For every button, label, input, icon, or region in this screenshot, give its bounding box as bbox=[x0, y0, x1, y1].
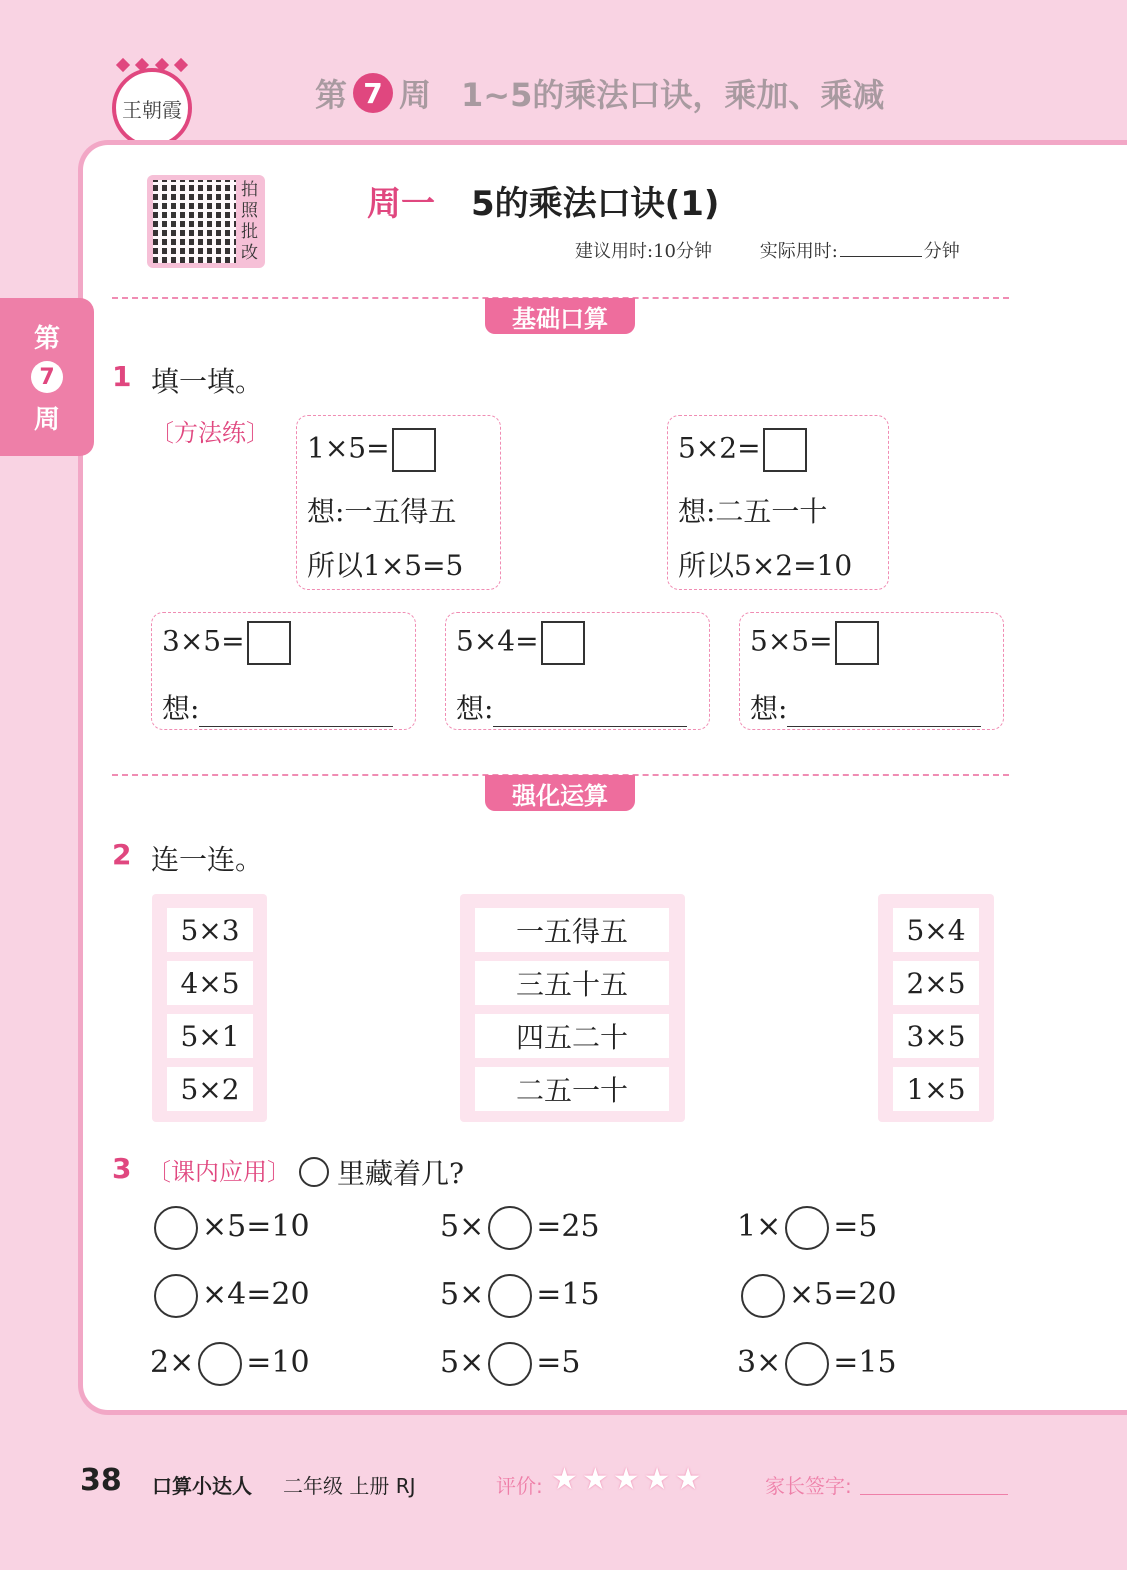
equation: 5× =25 bbox=[440, 1206, 600, 1250]
blank-circle[interactable] bbox=[785, 1206, 829, 1250]
day-title bbox=[367, 176, 719, 225]
task-expression: 5×5= bbox=[750, 624, 833, 658]
week-prefix: 第 bbox=[315, 76, 348, 114]
think-blank[interactable] bbox=[787, 704, 981, 727]
week-number-badge: 7 bbox=[353, 73, 393, 113]
blank-circle[interactable] bbox=[741, 1274, 785, 1318]
blank-circle[interactable] bbox=[154, 1206, 198, 1250]
match-item[interactable]: 5×2 bbox=[167, 1067, 253, 1111]
task-box bbox=[445, 612, 710, 730]
parent-sign-label: 家长签字: bbox=[765, 1474, 852, 1498]
match-item[interactable]: 5×4 bbox=[893, 908, 979, 952]
match-item[interactable]: 5×3 bbox=[167, 908, 253, 952]
grade-info: 二年级 上册 RJ bbox=[283, 1474, 416, 1498]
example-result: 所以1×5=5 bbox=[307, 549, 464, 582]
qr-label: 拍照批改 bbox=[241, 180, 258, 263]
match-item[interactable]: 四五二十 bbox=[475, 1014, 669, 1058]
example-expression: 5×2= bbox=[678, 431, 761, 465]
application-tag: 〔课内应用〕 bbox=[147, 1158, 291, 1186]
match-column-left bbox=[152, 894, 267, 1122]
qr-code-icon[interactable] bbox=[153, 180, 236, 263]
circle-icon bbox=[299, 1157, 329, 1187]
match-item[interactable]: 一五得五 bbox=[475, 908, 669, 952]
example-box bbox=[667, 415, 889, 590]
equation: 3× =15 bbox=[737, 1342, 897, 1386]
rating-stars-icon[interactable]: ★★★★★ bbox=[551, 1462, 706, 1497]
week-title bbox=[315, 70, 884, 116]
match-item[interactable]: 3×5 bbox=[893, 1014, 979, 1058]
side-tab-bottom: 周 bbox=[33, 405, 60, 435]
match-item[interactable]: 1×5 bbox=[893, 1067, 979, 1111]
answer-box[interactable] bbox=[835, 621, 879, 665]
example-think: 想:一五得五 bbox=[307, 495, 457, 528]
example-box bbox=[296, 415, 501, 590]
task-box bbox=[739, 612, 1004, 730]
example-think: 想:二五一十 bbox=[678, 495, 828, 528]
task-think-label: 想: bbox=[162, 692, 200, 725]
question-number: 3 bbox=[112, 1152, 132, 1185]
time-hint bbox=[575, 237, 960, 263]
question-number: 1 bbox=[112, 360, 132, 393]
equation: ×4=20 bbox=[150, 1274, 310, 1318]
blank-circle[interactable] bbox=[488, 1274, 532, 1318]
match-item[interactable]: 三五十五 bbox=[475, 961, 669, 1005]
side-tab-top: 第 bbox=[33, 324, 60, 354]
book-title: 口算小达人 bbox=[152, 1474, 252, 1498]
match-item[interactable]: 5×1 bbox=[167, 1014, 253, 1058]
blank-circle[interactable] bbox=[488, 1206, 532, 1250]
match-item[interactable]: 4×5 bbox=[167, 961, 253, 1005]
question-text-row bbox=[295, 1152, 464, 1192]
lesson-title: 5的乘法口诀(1) bbox=[471, 184, 720, 224]
actual-time-label: 实际用时: bbox=[759, 241, 838, 262]
blank-circle[interactable] bbox=[488, 1342, 532, 1386]
rating-label: 评价: bbox=[496, 1474, 543, 1498]
think-blank[interactable] bbox=[493, 704, 687, 727]
question-text: 里藏着几? bbox=[337, 1157, 465, 1190]
parent-sign-blank[interactable] bbox=[860, 1494, 1008, 1495]
method-tag: 〔方法练〕 bbox=[150, 419, 270, 447]
actual-time-unit: 分钟 bbox=[923, 241, 960, 262]
day-label: 周一 bbox=[367, 184, 435, 224]
brand-logo bbox=[112, 68, 192, 148]
suggested-time: 建议用时:10分钟 bbox=[575, 241, 712, 262]
task-expression: 3×5= bbox=[162, 624, 245, 658]
task-expression: 5×4= bbox=[456, 624, 539, 658]
equation: 5× =15 bbox=[440, 1274, 600, 1318]
question-number: 2 bbox=[112, 838, 132, 871]
blank-circle[interactable] bbox=[785, 1342, 829, 1386]
match-item[interactable]: 2×5 bbox=[893, 961, 979, 1005]
match-item[interactable]: 二五一十 bbox=[475, 1067, 669, 1111]
answer-box[interactable] bbox=[247, 621, 291, 665]
think-blank[interactable] bbox=[199, 704, 393, 727]
side-week-tab bbox=[0, 298, 94, 456]
side-tab-number: 7 bbox=[31, 361, 63, 393]
answer-box[interactable] bbox=[541, 621, 585, 665]
answer-box[interactable] bbox=[763, 428, 807, 472]
match-column-right bbox=[878, 894, 994, 1122]
equation: ×5=20 bbox=[737, 1274, 897, 1318]
blank-circle[interactable] bbox=[154, 1274, 198, 1318]
question-text: 连一连。 bbox=[151, 843, 264, 876]
equation: 5× =5 bbox=[440, 1342, 580, 1386]
actual-time-blank[interactable] bbox=[840, 256, 922, 257]
logo-text: 王朝霞 bbox=[122, 97, 182, 122]
match-column-middle bbox=[460, 894, 685, 1122]
task-think-label: 想: bbox=[750, 692, 788, 725]
page-number: 38 bbox=[80, 1463, 122, 1498]
task-think-label: 想: bbox=[456, 692, 494, 725]
example-expression: 1×5= bbox=[307, 431, 390, 465]
week-suffix: 周 bbox=[399, 76, 432, 114]
equation: 1× =5 bbox=[737, 1206, 877, 1250]
equation: ×5=10 bbox=[150, 1206, 310, 1250]
task-box bbox=[151, 612, 416, 730]
blank-circle[interactable] bbox=[198, 1342, 242, 1386]
section-tag-basic: 基础口算 bbox=[485, 298, 635, 334]
section-tag-strengthen: 强化运算 bbox=[485, 775, 635, 811]
week-topic: 1~5的乘法口诀，乘加、乘减 bbox=[461, 76, 885, 114]
equation: 2× =10 bbox=[150, 1342, 310, 1386]
answer-box[interactable] bbox=[392, 428, 436, 472]
example-result: 所以5×2=10 bbox=[678, 549, 853, 582]
question-text: 填一填。 bbox=[151, 365, 264, 398]
